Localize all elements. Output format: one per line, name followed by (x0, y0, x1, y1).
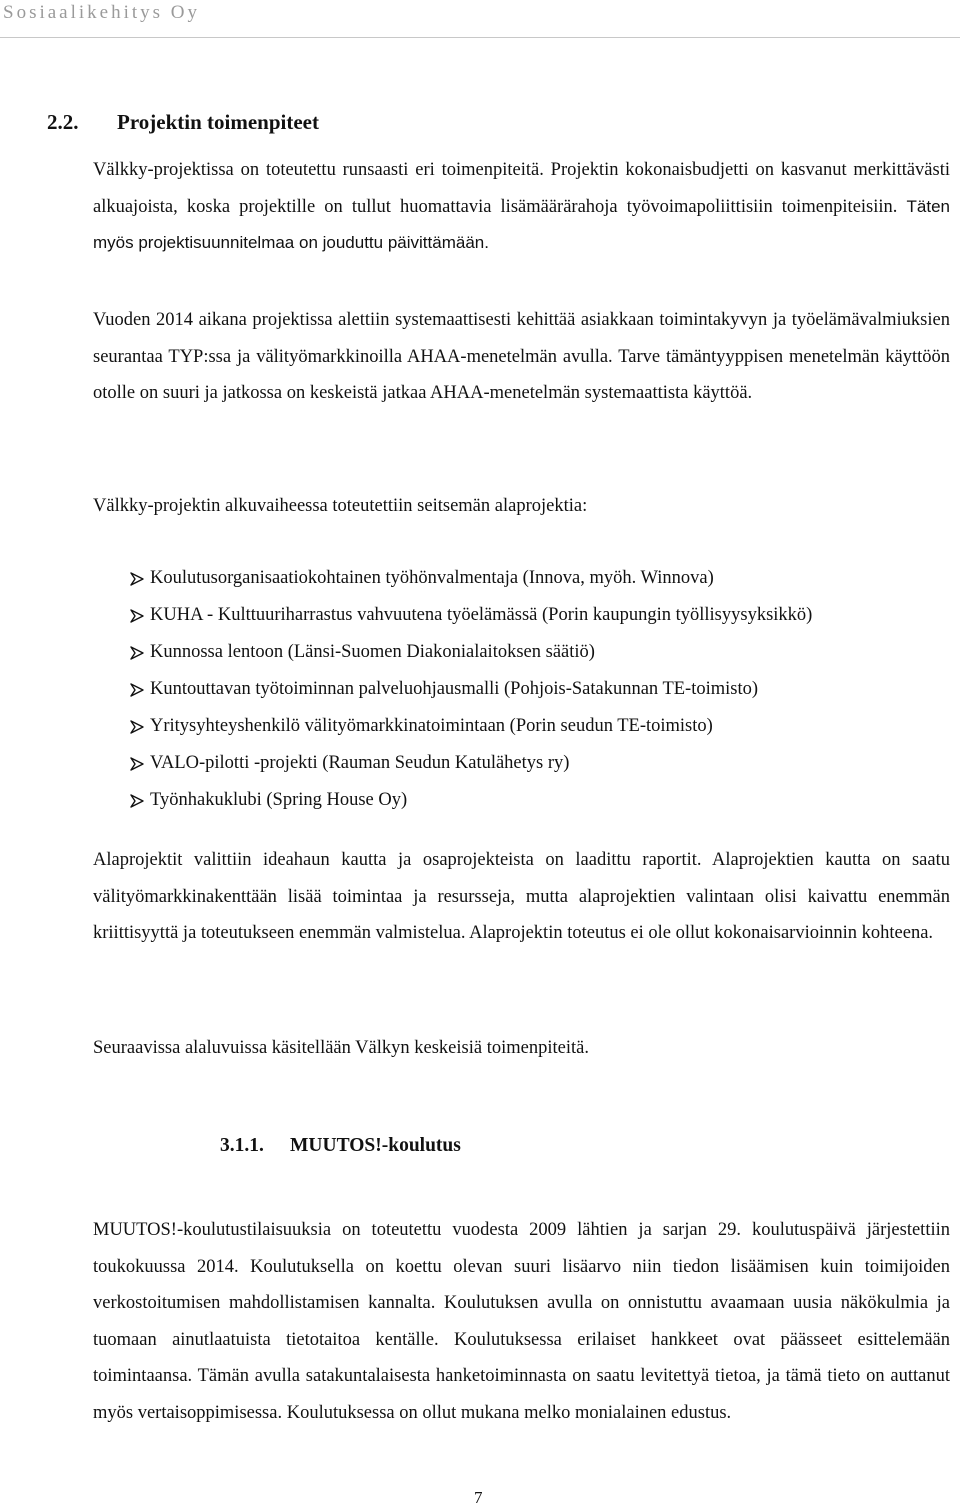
list-item (130, 597, 812, 634)
arrow-bullet-icon (130, 720, 144, 734)
list-item (130, 634, 812, 671)
arrow-bullet-icon (130, 609, 144, 623)
arrow-bullet-icon (130, 646, 144, 660)
subproject-text: KUHA - Kulttuuriharrastus vahvuutena työelämässä (Porin kaupungin työllisyysyksikkö) (150, 605, 813, 625)
paragraph-ahaa: Vuoden 2014 aikana projektissa alettiin systemaattisesti kehittää asiakkaan toimintakyvyn ja työelämävalmiuksien seurantaa TYP:ssa ja välityömarkkinoilla AHAA-menetelmän avulla. Tarve tämäntyyppisen menetelmän käyttöön otolle on suuri ja jatkossa on keskeistä jatkaa AHAA-menetelmän systemaattista käyttöä. (93, 310, 950, 403)
list-item (130, 745, 812, 782)
paragraph-intro-text: Välkky-projektissa on toteutettu runsaasti eri toimenpiteitä. Projektin kokonaisbudjetti on kasvanut merkittävästi alkuajoista, koska projektille on tullut huomattavia lisämäärärahoja työvoimapoliittisiin toimenpiteisiin. (93, 160, 950, 217)
list-item (130, 560, 812, 597)
arrow-bullet-icon (130, 683, 144, 697)
paragraph-intro-sans-text: Täten myös projektisuunnitelmaa on jouduttu päivittämään. (93, 196, 950, 252)
subproject-text: Koulutusorganisaatiokohtainen työhönvalmentaja (Innova, myöh. Winnova) (150, 568, 714, 588)
paragraph-muutos: MUUTOS!-koulutustilaisuuksia on toteutettu vuodesta 2009 lähtien ja sarjan 29. koulutuspäivä järjestettiin toukokuussa 2014. Koulutuksella on koettu olevan suuri lisäarvo niin tiedon lisäämisen kuin toimijoiden verkostoitumisen mahdollistamisen kannalta. Koulutuksen avulla on onnistuttu avaamaan uusia näkökulmia ja tuomaan ainutlaatuista tietotaitoa kentälle. Koulutuksessa erilaiset hankkeet ovat päässeet esittelemään toimintaansa. Tämän avulla satakuntalaisesta hanketoiminnasta on saatu levitettyä tietoa, ja tämä tieto on auttanut myös vertaisoppimisessa. Koulutuksessa on ollut mukana melko monialainen edustus. (93, 1220, 950, 1423)
paragraph-following: Seuraavissa alaluvuissa käsitellään Välkyn keskeisiä toimenpiteitä. (93, 1038, 589, 1058)
subproject-list (130, 560, 812, 819)
subproject-text: Kunnossa lentoon (Länsi-Suomen Diakonialaitoksen säätiö) (150, 642, 595, 662)
arrow-bullet-icon (130, 794, 144, 808)
list-item (130, 782, 812, 819)
page-number: 7 (474, 1488, 483, 1507)
subsection-heading (220, 1135, 461, 1157)
section-heading (47, 110, 319, 135)
subproject-text: Yritysyhteyshenkilö välityömarkkinatoimintaan (Porin seudun TE-toimisto) (150, 716, 713, 736)
subproject-text: VALO-pilotti -projekti (Rauman Seudun Katulähetys ry) (150, 753, 570, 773)
paragraph-subprojects-intro: Välkky-projektin alkuvaiheessa toteutettiin seitsemän alaprojektia: (93, 496, 588, 516)
list-item (130, 708, 812, 745)
subsection-title: MUUTOS!-koulutus (290, 1135, 461, 1156)
subproject-text: Työnhakuklubi (Spring House Oy) (150, 790, 408, 810)
paragraph-subprojects-evaluation: Alaprojektit valittiin ideahaun kautta ja osaprojekteista on laadittu raportit. Alaprojektien kautta on saatu välityömarkkinakenttään lisää toimintaa ja resursseja, mutta alaprojektien valintaan olisi kaivattu enemmän kriittisyyttä ja toteutukseen enemmän valmistelua. Alaprojektin toteutus ei ole ollut kokonaisarvioinnin kohteena. (93, 850, 950, 943)
subproject-text: Kuntouttavan työtoiminnan palveluohjausmalli (Pohjois-Satakunnan TE-toimisto) (150, 679, 759, 699)
company-name: Sosiaalikehitys Oy (3, 2, 201, 23)
arrow-bullet-icon (130, 572, 144, 586)
list-item (130, 671, 812, 708)
section-number: 2.2. (47, 110, 79, 134)
arrow-bullet-icon (130, 757, 144, 771)
header-divider (0, 37, 960, 38)
paragraph-intro (93, 152, 950, 262)
section-title: Projektin toimenpiteet (117, 110, 319, 134)
subsection-number: 3.1.1. (220, 1135, 264, 1156)
